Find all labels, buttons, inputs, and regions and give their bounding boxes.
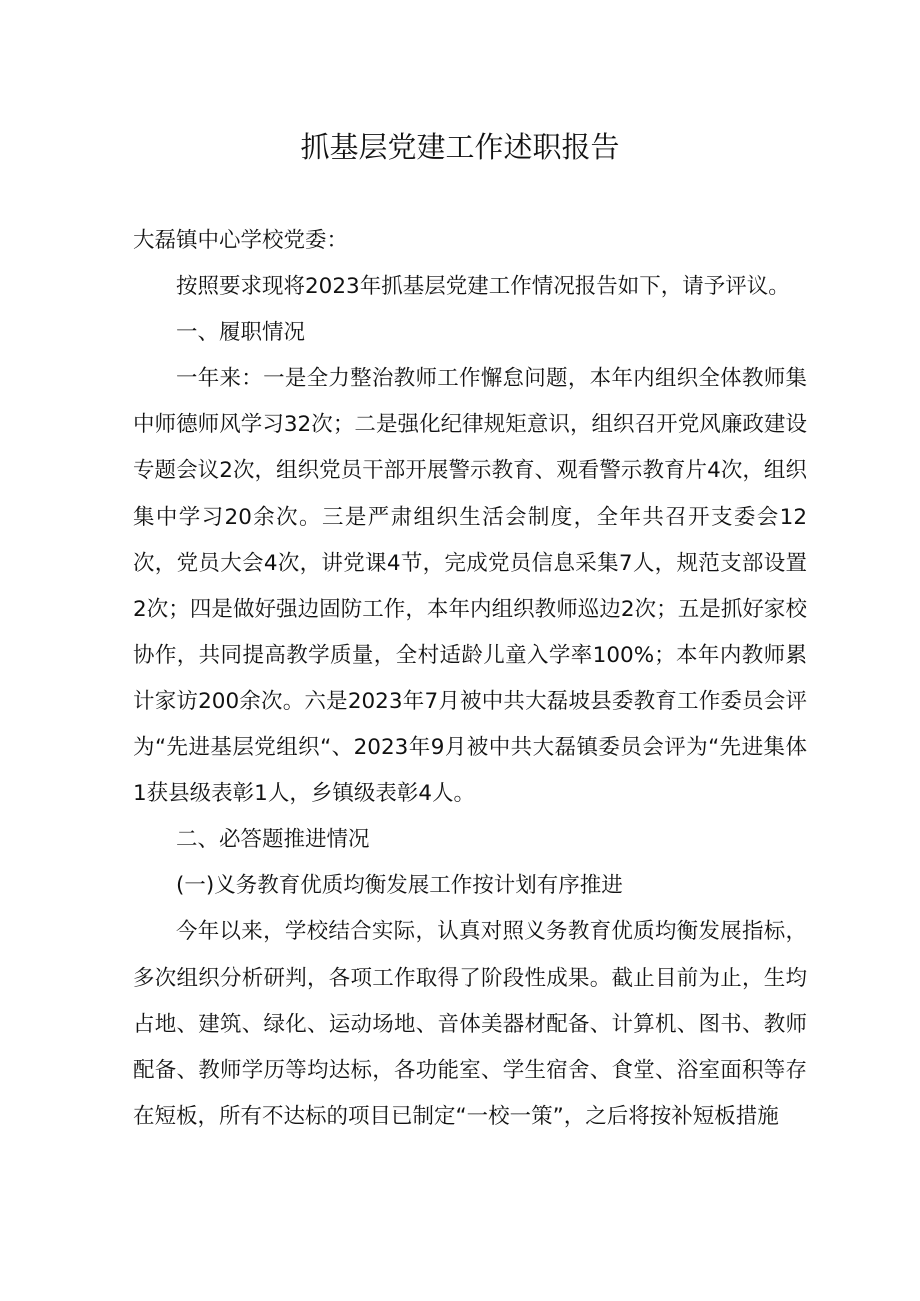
duties-paragraph: 一年来：一是全力整治教师工作懈怠问题，本年内组织全体教师集中师德师风学习32次；二是强化纪律规矩意识，组织召开党风廉政建设专题会议2次，组织党员干部开展警示教育、观看警示教育片4次，组织集中学习20余次。三是严肃组织生活会制度，全年共召开支委会12次，党员大会4次，讲党课4节，完成党员信息采集7人，规范支部设置2次；四是做好强边固防工作，本年内组织教师巡边2次；五是抓好家校协作，共同提高教学质量，全村适龄儿童入学率100%；本年内教师累计家访200余次。六是2023年7月被中共大磊坡县委教育工作委员会评为“先进基层党组织“、2023年9月被中共大磊镇委员会评为“先进集体1获县级表彰1人，乡镇级表彰4人。: [133, 366, 807, 807]
section-heading-required-questions: 二、必答题推进情况: [176, 827, 370, 853]
document-title: 抓基层党建工作述职报告: [300, 130, 620, 164]
document-body: [133, 218, 807, 1140]
education-paragraph: 今年以来，学校结合实际，认真对照义务教育优质均衡发展指标，多次组织分析研判，各项工作取得了阶段性成果。截止目前为止，生均占地、建筑、绿化、运动场地、音体美器材配备、计算机、图书、教师配备、教师学历等均达标，各功能室、学生宿舍、食堂、浴室面积等存在短板，所有不达标的项目已制定“一校一策”，之后将按补短板措施: [133, 919, 807, 1129]
intro-paragraph: 按照要求现将2023年抓基层党建工作情况报告如下，请予评议。: [176, 274, 790, 300]
subsection-heading-education: (一)义务教育优质均衡发展工作按计划有序推进: [176, 873, 623, 899]
section-heading-duties: 一、履职情况: [176, 320, 306, 346]
salutation: 大磊镇中心学校党委：: [133, 228, 349, 253]
